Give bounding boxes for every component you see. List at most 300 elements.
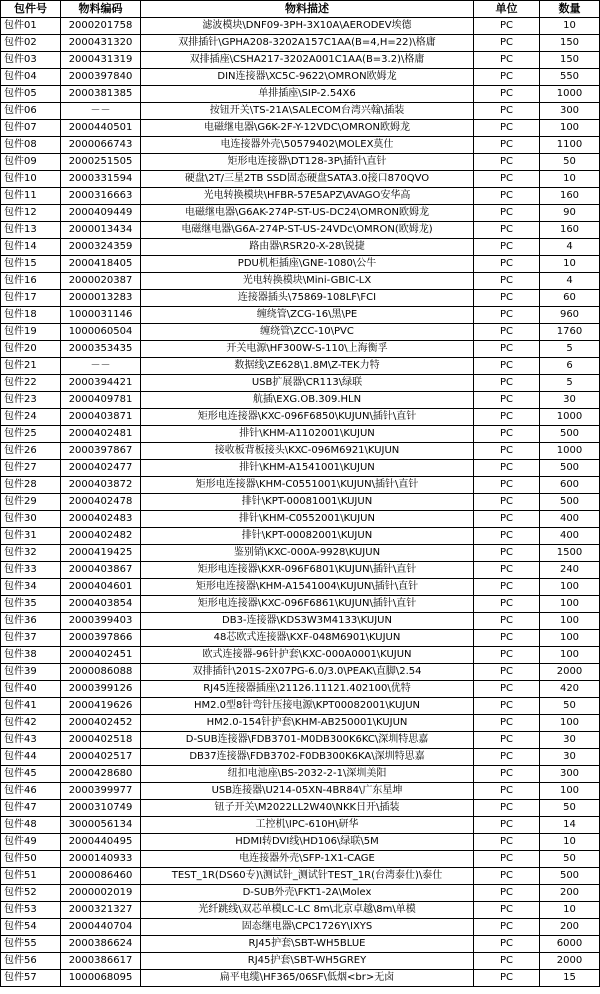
table-row xyxy=(1,290,600,307)
cell-package-no: 包件22 xyxy=(1,375,61,392)
cell-quantity: 1760 xyxy=(540,324,600,341)
cell-unit: PC xyxy=(474,137,540,154)
table-row xyxy=(1,613,600,630)
cell-package-no: 包件08 xyxy=(1,137,61,154)
cell-unit: PC xyxy=(474,35,540,52)
table-row xyxy=(1,35,600,52)
cell-unit: PC xyxy=(474,834,540,851)
table-row xyxy=(1,749,600,766)
cell-quantity: 100 xyxy=(540,630,600,647)
cell-material-code: 2000402478 xyxy=(61,494,141,511)
cell-quantity: 10 xyxy=(540,834,600,851)
cell-material-description: 电磁继电器\G6K-2F-Y-12VDC\OMRON欧姆龙 xyxy=(141,120,474,137)
cell-unit: PC xyxy=(474,630,540,647)
cell-package-no: 包件42 xyxy=(1,715,61,732)
cell-material-code: 2000086460 xyxy=(61,868,141,885)
table-row xyxy=(1,324,600,341)
cell-quantity: 100 xyxy=(540,715,600,732)
cell-quantity: 500 xyxy=(540,426,600,443)
table-row xyxy=(1,596,600,613)
cell-package-no: 包件09 xyxy=(1,154,61,171)
cell-package-no: 包件40 xyxy=(1,681,61,698)
cell-material-code: 1000068095 xyxy=(61,970,141,987)
cell-material-description: 开关电源\HF300W-S-110\上海衡孚 xyxy=(141,341,474,358)
cell-material-code: 2000419626 xyxy=(61,698,141,715)
cell-material-code: 2000431320 xyxy=(61,35,141,52)
table-row xyxy=(1,409,600,426)
cell-quantity: 30 xyxy=(540,392,600,409)
cell-material-description: 路由器\RSR20-X-28\锐捷 xyxy=(141,239,474,256)
cell-quantity: 100 xyxy=(540,647,600,664)
cell-quantity: 300 xyxy=(540,766,600,783)
cell-material-code: －－ xyxy=(61,103,141,120)
cell-material-code: 2000316663 xyxy=(61,188,141,205)
cell-material-code: 2000402451 xyxy=(61,647,141,664)
cell-package-no: 包件41 xyxy=(1,698,61,715)
cell-material-description: 排针\KPT-00081001\KUJUN xyxy=(141,494,474,511)
cell-material-description: 矩形电连接器\KXC-096F6861\KUJUN\插针\直针 xyxy=(141,596,474,613)
cell-material-code: 2000399126 xyxy=(61,681,141,698)
cell-material-code: 2000381385 xyxy=(61,86,141,103)
header-quantity: 数量 xyxy=(540,1,600,18)
cell-unit: PC xyxy=(474,69,540,86)
cell-unit: PC xyxy=(474,783,540,800)
cell-material-code: 2000397866 xyxy=(61,630,141,647)
cell-material-code: 2000402477 xyxy=(61,460,141,477)
cell-package-no: 包件29 xyxy=(1,494,61,511)
table-row xyxy=(1,239,600,256)
cell-material-description: HM2.0-154针护套\KHM-AB250001\KUJUN xyxy=(141,715,474,732)
cell-material-code: 2000020387 xyxy=(61,273,141,290)
cell-unit: PC xyxy=(474,171,540,188)
cell-material-description: 排针\KPT-00082001\KUJUN xyxy=(141,528,474,545)
table-row xyxy=(1,851,600,868)
table-row xyxy=(1,902,600,919)
cell-quantity: 10 xyxy=(540,902,600,919)
cell-package-no: 包件19 xyxy=(1,324,61,341)
cell-package-no: 包件32 xyxy=(1,545,61,562)
table-row xyxy=(1,970,600,987)
cell-quantity: 30 xyxy=(540,749,600,766)
cell-unit: PC xyxy=(474,817,540,834)
table-row xyxy=(1,647,600,664)
cell-quantity: 500 xyxy=(540,494,600,511)
cell-unit: PC xyxy=(474,732,540,749)
cell-unit: PC xyxy=(474,341,540,358)
cell-package-no: 包件52 xyxy=(1,885,61,902)
cell-material-code: 2000321327 xyxy=(61,902,141,919)
cell-material-code: 2000086088 xyxy=(61,664,141,681)
cell-package-no: 包件36 xyxy=(1,613,61,630)
cell-material-description: 接收板背板接头\KXC-096M6921\KUJUN xyxy=(141,443,474,460)
table-row xyxy=(1,86,600,103)
cell-quantity: 15 xyxy=(540,970,600,987)
table-row xyxy=(1,630,600,647)
cell-material-code: 2000403867 xyxy=(61,562,141,579)
cell-material-description: 矩形电连接器\KXR-096F6801\KUJUN\插针\直针 xyxy=(141,562,474,579)
cell-quantity: 400 xyxy=(540,528,600,545)
cell-unit: PC xyxy=(474,290,540,307)
cell-material-code: 2000386617 xyxy=(61,953,141,970)
cell-material-code: 2000013434 xyxy=(61,222,141,239)
table-row xyxy=(1,120,600,137)
cell-quantity: 200 xyxy=(540,885,600,902)
table-row xyxy=(1,800,600,817)
cell-unit: PC xyxy=(474,273,540,290)
cell-quantity: 160 xyxy=(540,222,600,239)
cell-quantity: 500 xyxy=(540,460,600,477)
cell-package-no: 包件16 xyxy=(1,273,61,290)
cell-package-no: 包件31 xyxy=(1,528,61,545)
cell-material-description: D-SUB连接器\FDB3701-M0DB300K6KC\深圳特思嘉 xyxy=(141,732,474,749)
cell-material-description: 固态继电器\CPC1726Y\IXYS xyxy=(141,919,474,936)
cell-material-code: 2000403872 xyxy=(61,477,141,494)
cell-material-description: 滤波模块\DNF09-3PH-3X10A\AERODEV埃德 xyxy=(141,18,474,35)
cell-unit: PC xyxy=(474,545,540,562)
cell-material-description: 矩形电连接器\KXC-096F6850\KUJUN\插针\直针 xyxy=(141,409,474,426)
cell-package-no: 包件06 xyxy=(1,103,61,120)
cell-unit: PC xyxy=(474,460,540,477)
cell-material-code: 2000402518 xyxy=(61,732,141,749)
cell-package-no: 包件57 xyxy=(1,970,61,987)
cell-unit: PC xyxy=(474,256,540,273)
cell-material-code: 2000397867 xyxy=(61,443,141,460)
table-row xyxy=(1,562,600,579)
cell-material-code: 2000331594 xyxy=(61,171,141,188)
table-row xyxy=(1,18,600,35)
table-row xyxy=(1,69,600,86)
cell-material-code: 2000399403 xyxy=(61,613,141,630)
cell-quantity: 4 xyxy=(540,239,600,256)
cell-material-description: 光电转换模块\HFBR-57E5APZ\AVAGO安华高 xyxy=(141,188,474,205)
cell-package-no: 包件44 xyxy=(1,749,61,766)
cell-unit: PC xyxy=(474,409,540,426)
cell-unit: PC xyxy=(474,902,540,919)
cell-material-description: 航插\EXG.OB.309.HLN xyxy=(141,392,474,409)
cell-unit: PC xyxy=(474,528,540,545)
cell-material-code: 1000031146 xyxy=(61,307,141,324)
cell-quantity: 14 xyxy=(540,817,600,834)
cell-material-description: 纽扣电池座\BS-2032-2-1\深圳美阳 xyxy=(141,766,474,783)
cell-quantity: 1000 xyxy=(540,86,600,103)
cell-package-no: 包件02 xyxy=(1,35,61,52)
cell-material-code: 2000324359 xyxy=(61,239,141,256)
cell-material-description: RJ45连接器插座\21126.11121.402100\优特 xyxy=(141,681,474,698)
cell-material-code: －－ xyxy=(61,358,141,375)
cell-unit: PC xyxy=(474,188,540,205)
table-row xyxy=(1,766,600,783)
cell-material-code: 2000418405 xyxy=(61,256,141,273)
cell-package-no: 包件04 xyxy=(1,69,61,86)
table-row xyxy=(1,477,600,494)
cell-material-code: 2000397840 xyxy=(61,69,141,86)
cell-unit: PC xyxy=(474,511,540,528)
table-row xyxy=(1,188,600,205)
cell-unit: PC xyxy=(474,970,540,987)
cell-material-description: 光电转换模块\Mini-GBIC-LX xyxy=(141,273,474,290)
cell-quantity: 500 xyxy=(540,868,600,885)
cell-unit: PC xyxy=(474,885,540,902)
cell-material-description: 缠绕管\ZCC-10\PVC xyxy=(141,324,474,341)
table-row xyxy=(1,358,600,375)
cell-unit: PC xyxy=(474,205,540,222)
table-row xyxy=(1,256,600,273)
cell-material-description: 双排插座\CSHA217-3202A001C1AA(B=3.2)\格庸 xyxy=(141,52,474,69)
header-unit: 单位 xyxy=(474,1,540,18)
cell-quantity: 1500 xyxy=(540,545,600,562)
cell-package-no: 包件28 xyxy=(1,477,61,494)
cell-unit: PC xyxy=(474,154,540,171)
cell-quantity: 160 xyxy=(540,188,600,205)
cell-material-description: 数据线\ZE628\1.8M\Z-TEK力特 xyxy=(141,358,474,375)
cell-unit: PC xyxy=(474,851,540,868)
table-row xyxy=(1,936,600,953)
cell-unit: PC xyxy=(474,681,540,698)
cell-material-description: 双排插针\GPHA208-3202A157C1AA(B=4,H=22)\格庸 xyxy=(141,35,474,52)
table-row xyxy=(1,715,600,732)
cell-package-no: 包件37 xyxy=(1,630,61,647)
header-row xyxy=(1,1,600,18)
cell-package-no: 包件01 xyxy=(1,18,61,35)
cell-unit: PC xyxy=(474,477,540,494)
cell-unit: PC xyxy=(474,766,540,783)
cell-material-description: 按钮开关\TS-21A\SALECOM台湾兴翰\插装 xyxy=(141,103,474,120)
cell-package-no: 包件14 xyxy=(1,239,61,256)
table-row xyxy=(1,460,600,477)
table-row xyxy=(1,698,600,715)
cell-material-description: 双排插针\201S-2X07PG-6.0/3.0\PEAK\直脚\2.54 xyxy=(141,664,474,681)
cell-quantity: 50 xyxy=(540,154,600,171)
cell-package-no: 包件49 xyxy=(1,834,61,851)
cell-quantity: 150 xyxy=(540,35,600,52)
cell-quantity: 100 xyxy=(540,120,600,137)
table-row xyxy=(1,222,600,239)
cell-package-no: 包件25 xyxy=(1,426,61,443)
cell-material-code: 2000201758 xyxy=(61,18,141,35)
cell-quantity: 400 xyxy=(540,511,600,528)
cell-material-code: 2000402517 xyxy=(61,749,141,766)
table-body xyxy=(1,18,600,987)
cell-unit: PC xyxy=(474,494,540,511)
cell-package-no: 包件47 xyxy=(1,800,61,817)
cell-material-code: 2000440704 xyxy=(61,919,141,936)
cell-material-description: D-SUB外壳\FKT1-2A\Molex xyxy=(141,885,474,902)
cell-unit: PC xyxy=(474,664,540,681)
cell-package-no: 包件48 xyxy=(1,817,61,834)
table-row xyxy=(1,375,600,392)
cell-material-description: USB连接器\U214-05XN-4BR84\广东星坤 xyxy=(141,783,474,800)
cell-package-no: 包件35 xyxy=(1,596,61,613)
cell-package-no: 包件20 xyxy=(1,341,61,358)
cell-unit: PC xyxy=(474,579,540,596)
cell-package-no: 包件55 xyxy=(1,936,61,953)
cell-package-no: 包件43 xyxy=(1,732,61,749)
cell-material-code: 2000409449 xyxy=(61,205,141,222)
cell-material-code: 2000404601 xyxy=(61,579,141,596)
cell-quantity: 550 xyxy=(540,69,600,86)
table-row xyxy=(1,953,600,970)
cell-quantity: 420 xyxy=(540,681,600,698)
cell-quantity: 1000 xyxy=(540,409,600,426)
header-material-description: 物料描述 xyxy=(141,1,474,18)
cell-quantity: 1100 xyxy=(540,137,600,154)
cell-material-description: RJ45护套\SBT-WH5GREY xyxy=(141,953,474,970)
cell-package-no: 包件12 xyxy=(1,205,61,222)
cell-material-code: 2000386624 xyxy=(61,936,141,953)
cell-quantity: 1000 xyxy=(540,443,600,460)
cell-quantity: 300 xyxy=(540,103,600,120)
cell-package-no: 包件21 xyxy=(1,358,61,375)
cell-unit: PC xyxy=(474,426,540,443)
cell-quantity: 240 xyxy=(540,562,600,579)
cell-package-no: 包件11 xyxy=(1,188,61,205)
cell-package-no: 包件26 xyxy=(1,443,61,460)
cell-material-description: 扁平电缆\HF365/06SF\低烟<br>无卤 xyxy=(141,970,474,987)
table-row xyxy=(1,664,600,681)
cell-material-description: 电连接器外壳\50579402\MOLEX莫仕 xyxy=(141,137,474,154)
cell-package-no: 包件56 xyxy=(1,953,61,970)
cell-package-no: 包件53 xyxy=(1,902,61,919)
cell-material-description: DIN连接器\XC5C-9622\OMRON欧姆龙 xyxy=(141,69,474,86)
cell-material-code: 2000402483 xyxy=(61,511,141,528)
cell-material-code: 2000419425 xyxy=(61,545,141,562)
cell-quantity: 6000 xyxy=(540,936,600,953)
cell-material-code: 2000013283 xyxy=(61,290,141,307)
cell-package-no: 包件18 xyxy=(1,307,61,324)
cell-unit: PC xyxy=(474,647,540,664)
cell-material-description: 硬盘\2T/三星2TB SSD固态硬盘SATA3.0接口870QVO xyxy=(141,171,474,188)
cell-material-description: USB扩展器\CR113\绿联 xyxy=(141,375,474,392)
table-row xyxy=(1,103,600,120)
cell-material-description: TEST_1R(DS60专)\测试针_测试针TEST_1R(台湾泰仕)\泰仕 xyxy=(141,868,474,885)
cell-unit: PC xyxy=(474,613,540,630)
cell-quantity: 50 xyxy=(540,800,600,817)
cell-package-no: 包件24 xyxy=(1,409,61,426)
cell-material-description: 48芯欧式连接器\KXF-048M6901\KUJUN xyxy=(141,630,474,647)
cell-material-description: 矩形电连接器\KHM-A1541004\KUJUN\插针\直针 xyxy=(141,579,474,596)
cell-quantity: 600 xyxy=(540,477,600,494)
cell-quantity: 30 xyxy=(540,732,600,749)
cell-package-no: 包件03 xyxy=(1,52,61,69)
cell-unit: PC xyxy=(474,953,540,970)
table-row xyxy=(1,52,600,69)
table-row xyxy=(1,443,600,460)
cell-material-description: 排针\KHM-A1102001\KUJUN xyxy=(141,426,474,443)
cell-unit: PC xyxy=(474,120,540,137)
cell-material-code: 2000409781 xyxy=(61,392,141,409)
cell-quantity: 100 xyxy=(540,579,600,596)
cell-unit: PC xyxy=(474,562,540,579)
cell-material-code: 2000403854 xyxy=(61,596,141,613)
cell-quantity: 2000 xyxy=(540,953,600,970)
cell-package-no: 包件39 xyxy=(1,664,61,681)
cell-material-code: 2000402452 xyxy=(61,715,141,732)
table-row xyxy=(1,273,600,290)
cell-material-description: 缠绕管\ZCG-16\黑\PE xyxy=(141,307,474,324)
table-row xyxy=(1,545,600,562)
cell-material-description: 电磁继电器\G6A-274P-ST-US-24VDc\OMRON(欧姆龙) xyxy=(141,222,474,239)
cell-material-description: 电磁继电器\G6AK-274P-ST-US-DC24\OMRON欧姆龙 xyxy=(141,205,474,222)
cell-quantity: 50 xyxy=(540,698,600,715)
cell-material-code: 2000428680 xyxy=(61,766,141,783)
table-row xyxy=(1,511,600,528)
cell-unit: PC xyxy=(474,596,540,613)
cell-material-code: 2000431319 xyxy=(61,52,141,69)
cell-unit: PC xyxy=(474,52,540,69)
cell-quantity: 150 xyxy=(540,52,600,69)
cell-material-code: 2000394421 xyxy=(61,375,141,392)
cell-package-no: 包件38 xyxy=(1,647,61,664)
cell-quantity: 10 xyxy=(540,171,600,188)
cell-package-no: 包件30 xyxy=(1,511,61,528)
table-row xyxy=(1,426,600,443)
cell-material-code: 2000440501 xyxy=(61,120,141,137)
table-row xyxy=(1,885,600,902)
cell-unit: PC xyxy=(474,86,540,103)
cell-material-code: 3000056134 xyxy=(61,817,141,834)
cell-quantity: 5 xyxy=(540,341,600,358)
cell-package-no: 包件54 xyxy=(1,919,61,936)
cell-package-no: 包件51 xyxy=(1,868,61,885)
cell-unit: PC xyxy=(474,358,540,375)
cell-material-code: 2000440495 xyxy=(61,834,141,851)
cell-quantity: 10 xyxy=(540,18,600,35)
cell-package-no: 包件15 xyxy=(1,256,61,273)
cell-material-code: 2000251505 xyxy=(61,154,141,171)
cell-material-description: DB3-连接器\KDS3W3M4133\KUJUN xyxy=(141,613,474,630)
cell-material-description: HDMI转DVI线\HD106\绿联\5M xyxy=(141,834,474,851)
cell-unit: PC xyxy=(474,936,540,953)
cell-quantity: 6 xyxy=(540,358,600,375)
cell-unit: PC xyxy=(474,18,540,35)
table-row xyxy=(1,834,600,851)
cell-quantity: 100 xyxy=(540,596,600,613)
header-package-no: 包件号 xyxy=(1,1,61,18)
cell-material-description: 连接器插头\75869-108LF\FCI xyxy=(141,290,474,307)
table-row xyxy=(1,528,600,545)
cell-package-no: 包件46 xyxy=(1,783,61,800)
cell-material-code: 2000066743 xyxy=(61,137,141,154)
cell-quantity: 50 xyxy=(540,851,600,868)
cell-unit: PC xyxy=(474,239,540,256)
cell-quantity: 10 xyxy=(540,256,600,273)
cell-material-description: 矩形电连接器\DT128-3P\插针\直针 xyxy=(141,154,474,171)
cell-material-code: 2000310749 xyxy=(61,800,141,817)
cell-unit: PC xyxy=(474,868,540,885)
table-row xyxy=(1,307,600,324)
cell-material-description: PDU机柜插座\GNE-1080\公牛 xyxy=(141,256,474,273)
table-row xyxy=(1,341,600,358)
table-row xyxy=(1,205,600,222)
cell-material-code: 2000002019 xyxy=(61,885,141,902)
cell-quantity: 200 xyxy=(540,919,600,936)
header-material-code: 物料编码 xyxy=(61,1,141,18)
cell-quantity: 90 xyxy=(540,205,600,222)
cell-material-description: 排针\KHM-C0552001\KUJUN xyxy=(141,511,474,528)
table-row xyxy=(1,579,600,596)
cell-package-no: 包件13 xyxy=(1,222,61,239)
cell-material-description: 电连接器外壳\SFP-1X1-CAGE xyxy=(141,851,474,868)
cell-material-description: 光纤跳线\双芯单模LC-LC 8m\北京卓越\8m\单模 xyxy=(141,902,474,919)
cell-package-no: 包件05 xyxy=(1,86,61,103)
cell-material-code: 2000353435 xyxy=(61,341,141,358)
cell-package-no: 包件23 xyxy=(1,392,61,409)
cell-package-no: 包件10 xyxy=(1,171,61,188)
cell-package-no: 包件34 xyxy=(1,579,61,596)
cell-package-no: 包件17 xyxy=(1,290,61,307)
cell-package-no: 包件50 xyxy=(1,851,61,868)
cell-material-description: 排针\KHM-A1541001\KUJUN xyxy=(141,460,474,477)
